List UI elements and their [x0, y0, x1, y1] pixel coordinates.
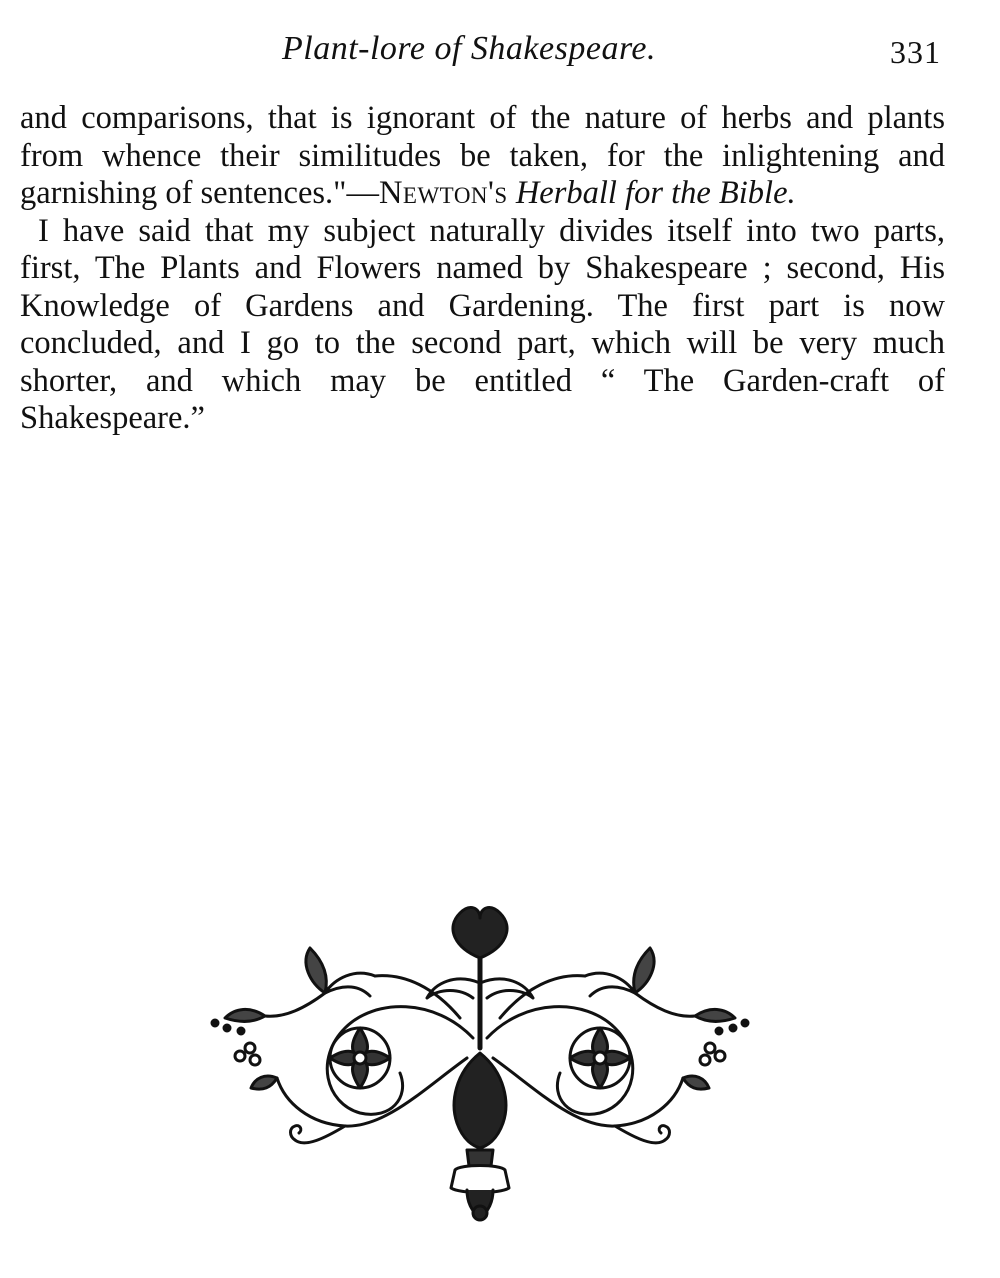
paragraph-transition: I have said that my subject naturally divides itself into two parts, first, The Plants and Flowers named by Shakespeare ; second, His Knowledge of Gardens and Gardening. The first part is now concluded, and I go to the second part, which will be very much shorter, and which may be entitled “ The Garden-craft of Shakespeare.”	[20, 212, 945, 436]
running-title: Plant-lore of Shakespeare.	[282, 30, 657, 67]
floral-tailpiece-icon	[205, 888, 755, 1233]
running-head	[0, 26, 1000, 74]
quote-text: and comparisons, that is ignorant of the nature of herbs and plants from whence their similitudes be taken, for the inlightening and garnishing of sentences."—	[20, 100, 945, 211]
quote-author: Newton's	[378, 175, 508, 211]
paragraph-quote-continuation	[20, 100, 945, 213]
quote-source-title: Herball for the Bible.	[515, 175, 796, 211]
body-text	[20, 100, 945, 438]
page-number: 331	[890, 34, 941, 70]
